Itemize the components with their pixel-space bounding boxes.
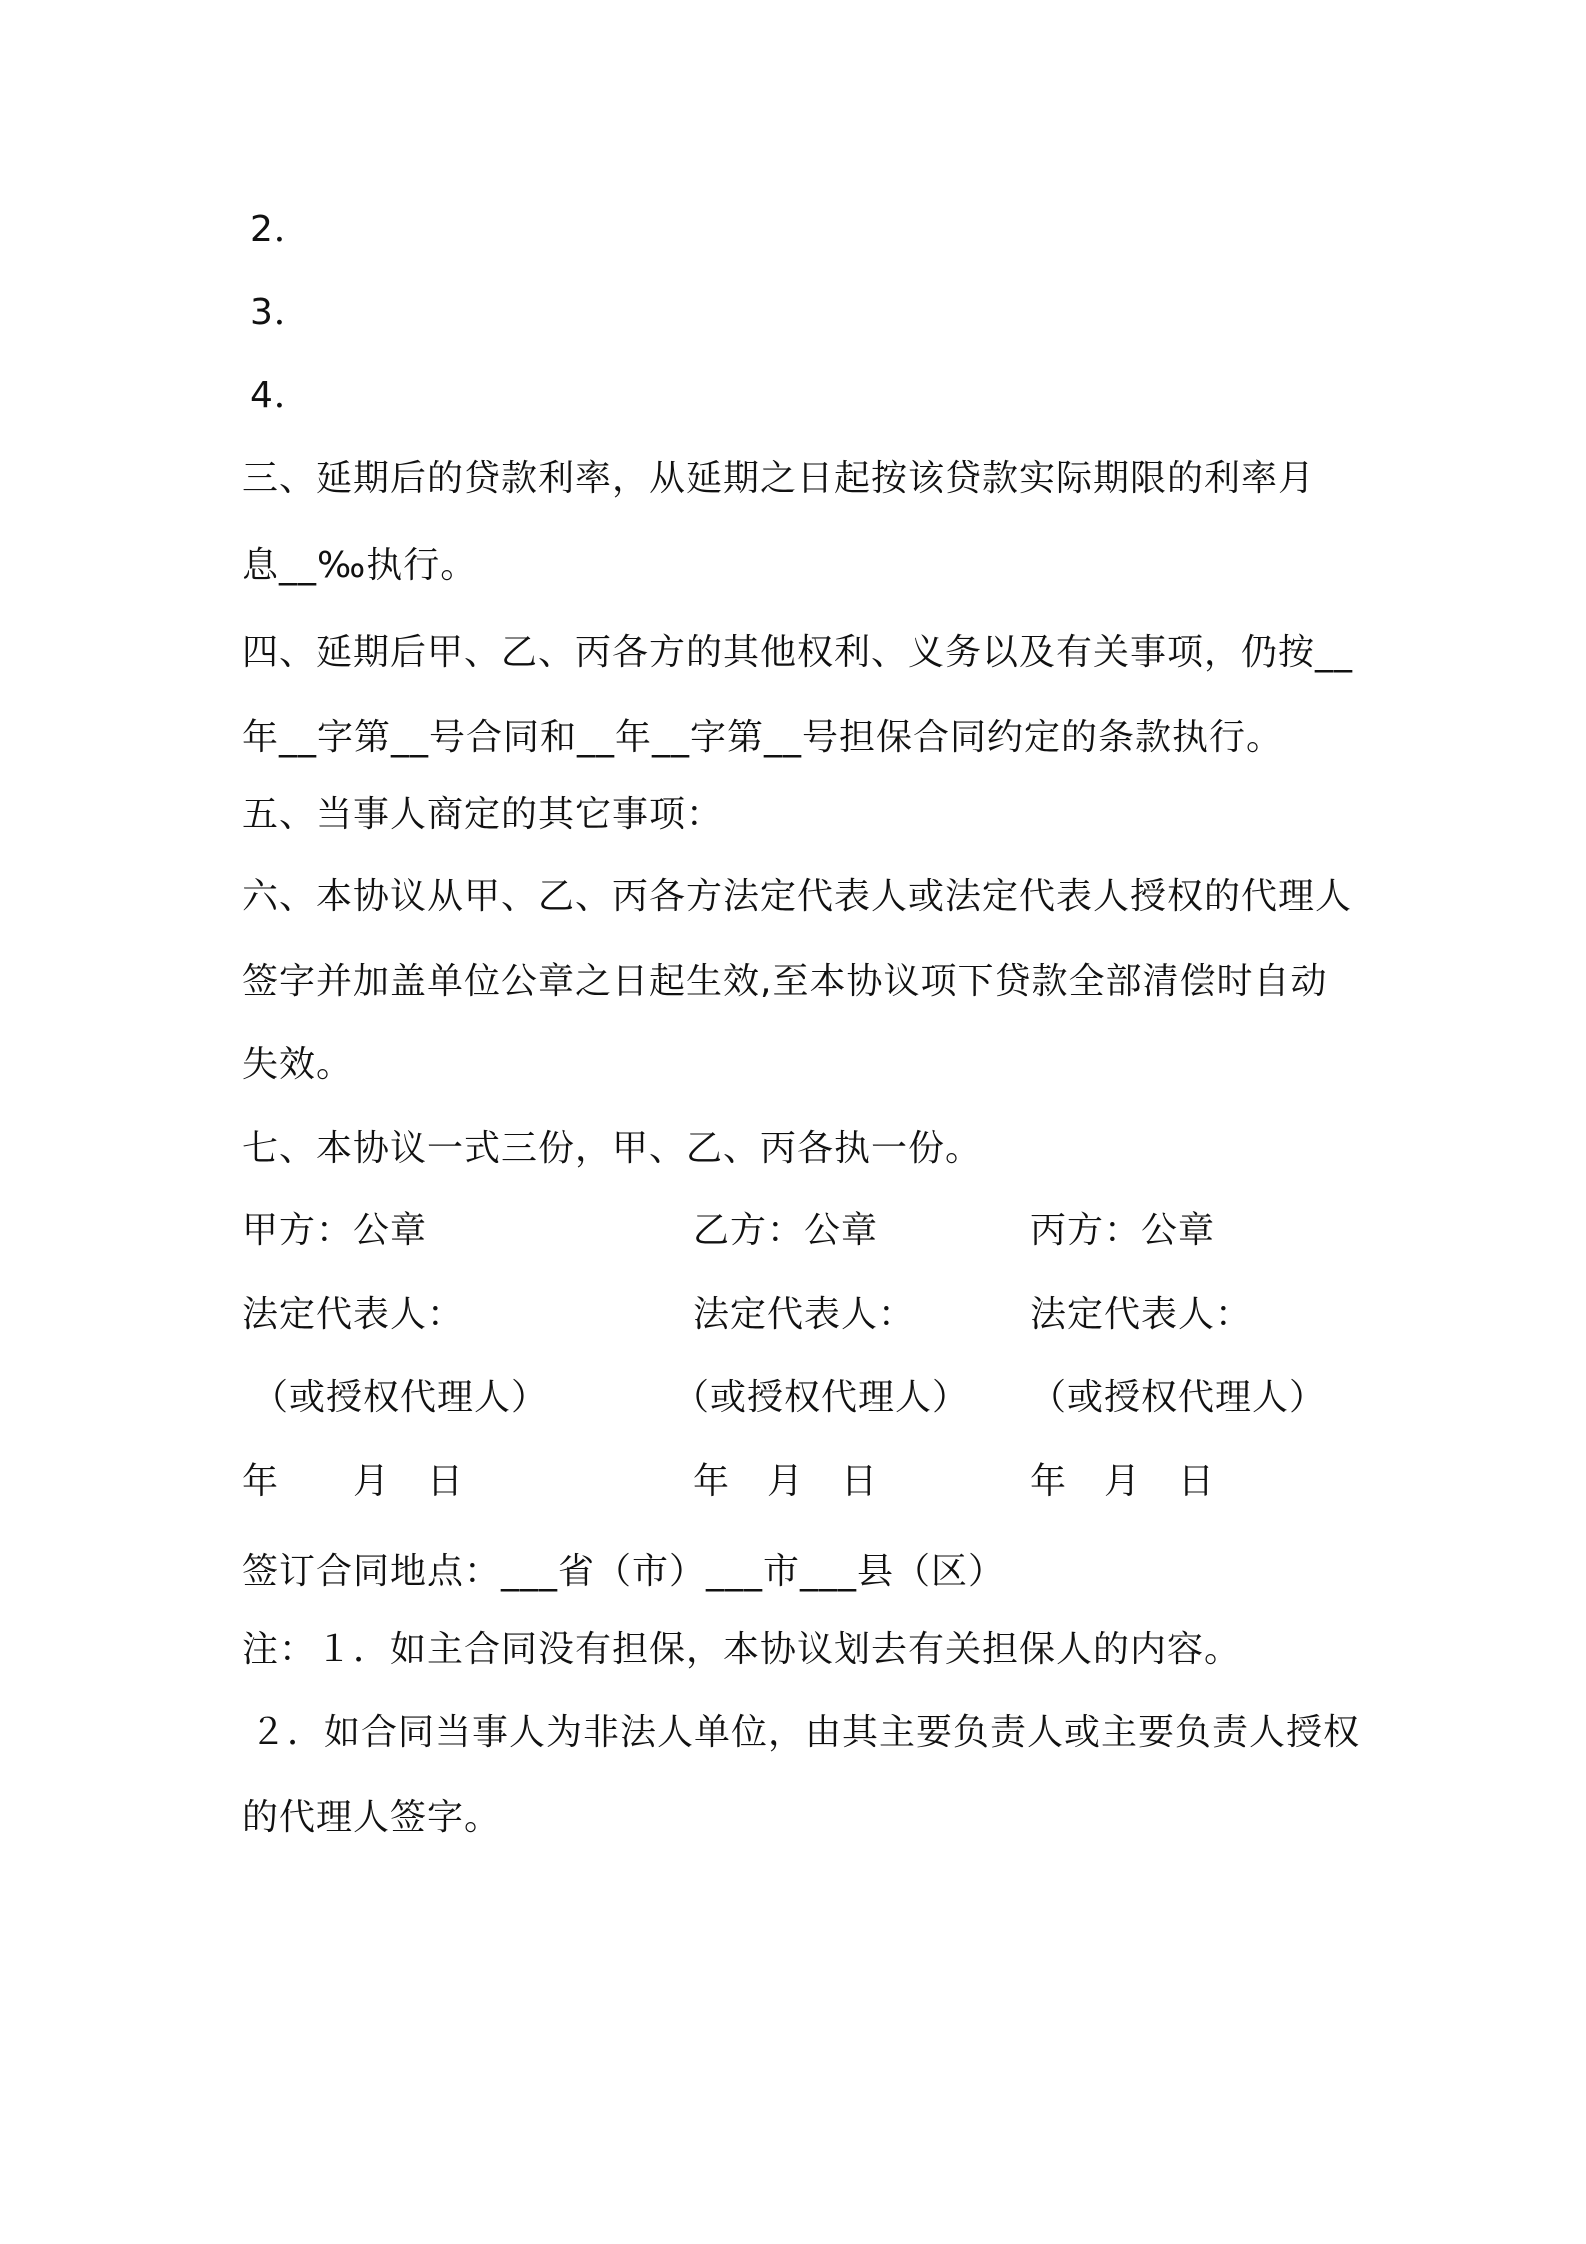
clause-4-line-1: 四、延期后甲、乙、丙各方的其他权利、义务以及有关事项，仍按__ bbox=[242, 632, 1354, 673]
note-1: 注：１．如主合同没有担保，本协议划去有关担保人的内容。 bbox=[242, 1629, 1242, 1670]
party-a-date: 年 月 日 bbox=[242, 1461, 465, 1502]
party-a-seal: 甲方：公章 bbox=[242, 1210, 428, 1251]
party-b-seal: 乙方：公章 bbox=[693, 1210, 879, 1251]
clause-4-line-2: 年__字第__号合同和__年__字第__号担保合同约定的条款执行。 bbox=[242, 717, 1284, 758]
note-2-line-1: ２．如合同当事人为非法人单位，由其主要负责人或主要负责人授权 bbox=[250, 1712, 1361, 1753]
note-2-line-2: 的代理人签字。 bbox=[242, 1797, 502, 1838]
clause-6-line-1: 六、本协议从甲、乙、丙各方法定代表人或法定代表人授权的代理人 bbox=[242, 876, 1353, 917]
clause-3-line-2: 息__‰执行。 bbox=[242, 545, 478, 586]
clause-3-line-1: 三、延期后的贷款利率，从延期之日起按该贷款实际期限的利率月 bbox=[242, 458, 1316, 499]
clause-6-line-3: 失效。 bbox=[242, 1044, 354, 1085]
list-item-2: 2． bbox=[250, 209, 311, 250]
clause-7: 七、本协议一式三份，甲、乙、丙各执一份。 bbox=[242, 1128, 983, 1169]
party-c-agent: （或授权代理人） bbox=[1030, 1377, 1327, 1418]
party-c-date: 年 月 日 bbox=[1030, 1461, 1216, 1502]
list-item-3: 3． bbox=[250, 292, 311, 333]
party-c-rep: 法定代表人： bbox=[1030, 1294, 1253, 1335]
party-c-seal: 丙方：公章 bbox=[1030, 1210, 1216, 1251]
party-a-rep: 法定代表人： bbox=[242, 1294, 465, 1335]
party-b-agent: （或授权代理人） bbox=[673, 1377, 970, 1418]
list-item-4: 4． bbox=[250, 375, 311, 416]
clause-5: 五、当事人商定的其它事项： bbox=[242, 794, 724, 835]
party-b-date: 年 月 日 bbox=[693, 1461, 879, 1502]
signing-place: 签订合同地点：___省（市）___市___县（区） bbox=[242, 1551, 1006, 1592]
party-b-rep: 法定代表人： bbox=[693, 1294, 916, 1335]
clause-6-line-2: 签字并加盖单位公章之日起生效,至本协议项下贷款全部清偿时自动 bbox=[242, 961, 1328, 1002]
party-a-agent: （或授权代理人） bbox=[252, 1377, 549, 1418]
